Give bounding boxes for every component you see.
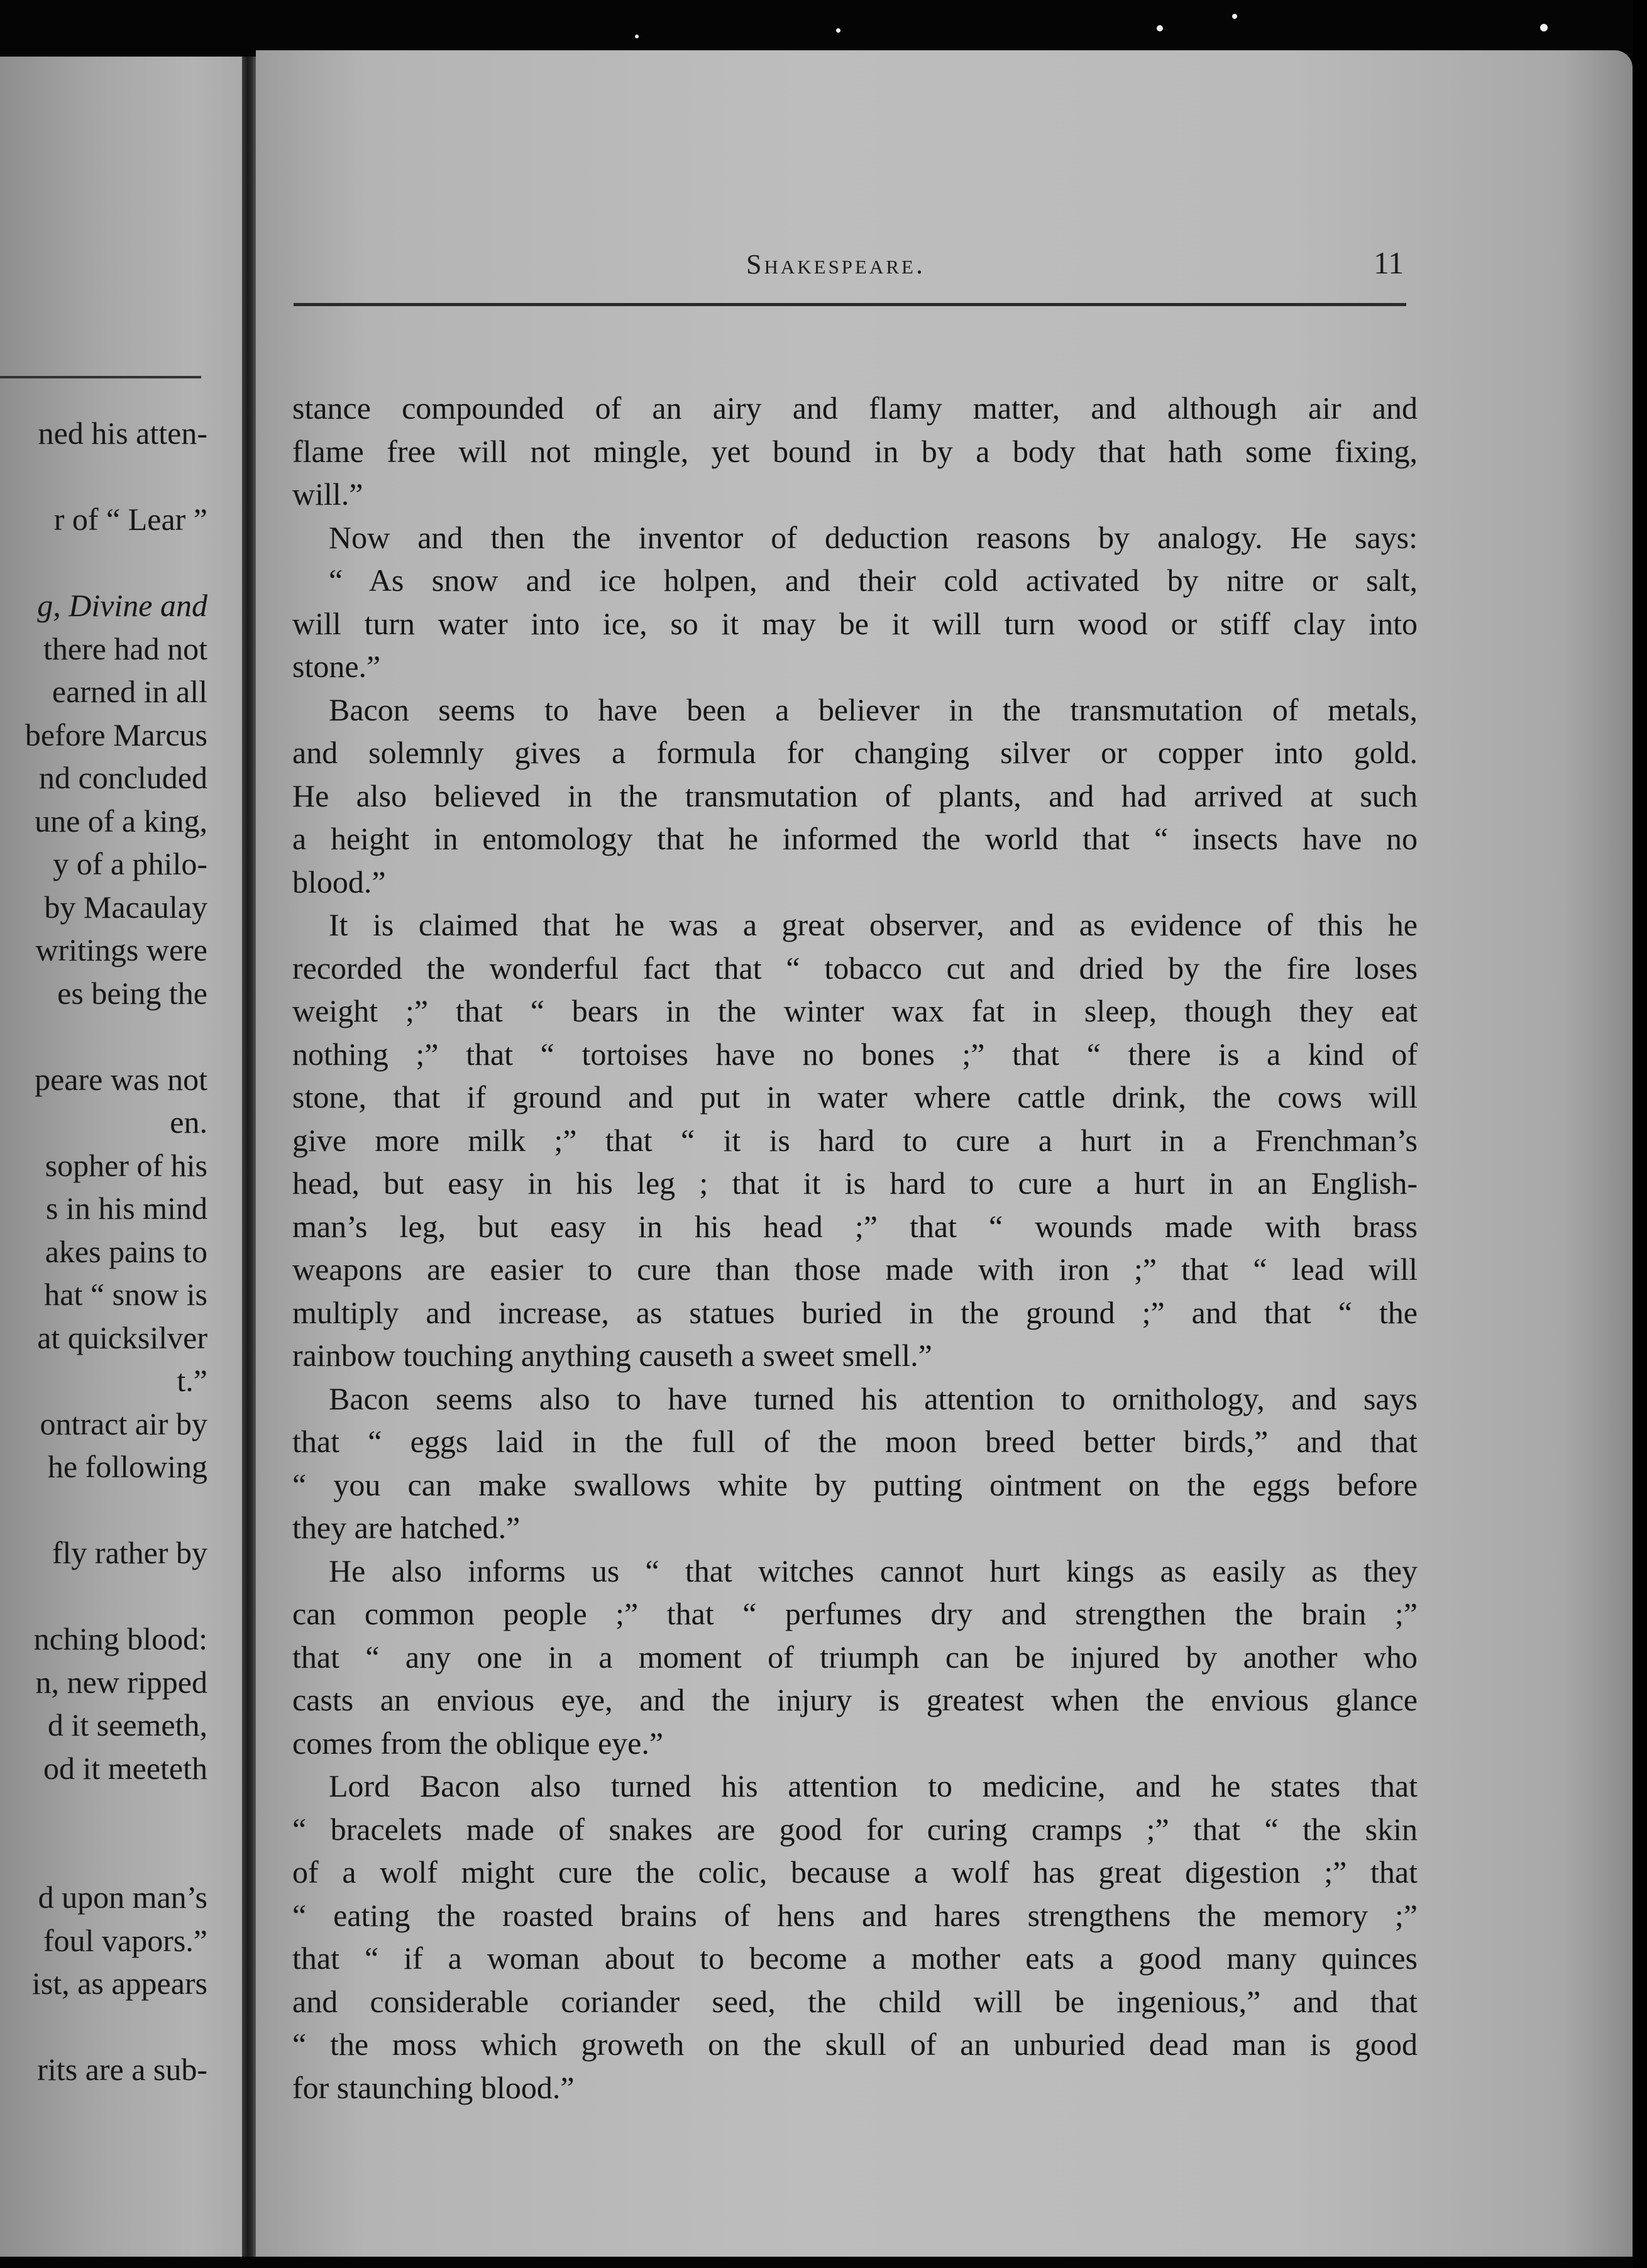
text-line: “ As snow and ice holpen, and their cold activated by nitre or salt,: [329, 563, 1418, 598]
text-line: and solemnly gives a formula for changing silver or copper into gold.: [292, 735, 1418, 770]
left-line: by Macaulay: [44, 889, 207, 925]
left-line: before Marcus: [25, 717, 207, 752]
text-line: stance compounded of an airy and flamy matter, and although air and: [292, 390, 1418, 426]
text-line: that “ if a woman about to become a mother eats a good many quinces: [292, 1940, 1418, 1976]
left-line: r of “ Lear ”: [53, 502, 207, 537]
left-line: [25, 455, 207, 498]
left-facing-page: [0, 57, 242, 2257]
text-line: they are hatched.”: [292, 1510, 521, 1545]
left-line: he following: [47, 1449, 207, 1484]
text-line: He also informs us “ that witches cannot hurt kings as easily as they: [329, 1553, 1418, 1588]
text-line: Bacon seems to have been a believer in the transmutation of metals,: [329, 691, 1418, 727]
dust-speck: [836, 28, 840, 33]
left-line: t.”: [177, 1363, 207, 1398]
left-page-text: [25, 412, 207, 2091]
left-line: y of a philo-: [53, 846, 207, 881]
left-line: en.: [170, 1104, 207, 1140]
left-line: sopher of his: [45, 1147, 207, 1183]
text-line: Bacon seems also to have turned his attention to ornithology, and says: [329, 1380, 1418, 1416]
left-line: writings were: [35, 932, 207, 967]
text-line: stone, that if ground and put in water where cattle drink, the cows will: [292, 1079, 1418, 1115]
left-line: n, new ripped: [35, 1664, 207, 1700]
text-line: give more milk ;” that “ it is hard to cure a hurt in a Frenchman’s: [292, 1122, 1418, 1158]
text-line: will turn water into ice, so it may be it will turn wood or stiff clay into: [292, 605, 1418, 641]
left-line: nching blood:: [33, 1621, 207, 1656]
dust-speck: [1157, 25, 1163, 31]
left-line: od it meeteth: [43, 1750, 207, 1786]
film-edge: [1633, 0, 1647, 2268]
text-line: can common people ;” that “ perfumes dry and strengthen the brain ;”: [292, 1596, 1418, 1631]
text-line: Now and then the inventor of deduction reasons by analogy. He says:: [329, 519, 1418, 555]
text-line: multiply and increase, as statues buried in the ground ;” and that “ the: [292, 1294, 1418, 1330]
left-line: ist, as appears: [31, 1966, 207, 2001]
text-line: nothing ;” that “ tortoises have no bones ;” that “ there is a kind of: [292, 1036, 1418, 1072]
left-line: es being the: [57, 975, 207, 1011]
text-line: comes from the oblique eye.”: [292, 1725, 664, 1761]
text-line: a height in entomology that he informed the world that “ insects have no: [292, 821, 1418, 856]
running-title: Shakespeare.: [746, 249, 925, 280]
left-line: hat “ snow is: [44, 1277, 207, 1312]
text-line: stone.”: [292, 649, 381, 684]
text-line: that “ eggs laid in the full of the moon breed better birds,” and that: [292, 1424, 1418, 1459]
left-line: akes pains to: [45, 1233, 207, 1269]
left-line: [25, 1489, 207, 1532]
text-line: weapons are easier to cure than those made with iron ;” that “ lead will: [292, 1252, 1418, 1287]
text-line: “ bracelets made of snakes are good for curing cramps ;” that “ the skin: [292, 1811, 1418, 1847]
left-line: there had not: [43, 630, 207, 666]
left-line: ontract air by: [40, 1406, 207, 1441]
left-header-rule: [0, 376, 201, 378]
dust-speck: [1232, 14, 1237, 19]
left-line: ned his atten-: [38, 416, 207, 451]
text-line: Lord Bacon also turned his attention to medicine, and he states that: [329, 1768, 1418, 1803]
left-line: at quicksilver: [37, 1319, 207, 1355]
text-line: head, but easy in his leg ; that it is hard to cure a hurt in an English-: [292, 1165, 1418, 1201]
text-line: will.”: [292, 476, 363, 512]
dust-speck: [1540, 24, 1548, 31]
left-line: [25, 1015, 207, 1058]
body-text: [292, 387, 1418, 2109]
text-line: “ the moss which groweth on the skull of an unburied dead man is good: [292, 2027, 1418, 2062]
left-line: g, Divine and: [37, 588, 207, 623]
text-line: weight ;” that “ bears in the winter wax fat in sleep, though they eat: [292, 993, 1418, 1028]
left-line: foul vapors.”: [43, 1922, 207, 1958]
dust-speck: [635, 35, 639, 38]
right-page: [256, 50, 1633, 2257]
left-line: [25, 541, 207, 585]
text-line: flame free will not mingle, yet bound in by a body that hath some fixing,: [292, 433, 1418, 469]
left-line: fly rather by: [52, 1535, 207, 1570]
text-line: recorded the wonderful fact that “ tobacco cut and dried by the fire loses: [292, 950, 1418, 986]
left-line: [25, 1575, 207, 1618]
text-line: for staunching blood.”: [292, 2069, 575, 2105]
page-number: 11: [1374, 245, 1404, 280]
text-line: that “ any one in a moment of triumph can be injured by another who: [292, 1639, 1418, 1675]
left-line: d upon man’s: [38, 1880, 207, 1915]
left-line: [25, 2005, 207, 2049]
left-line: une of a king,: [35, 803, 207, 839]
left-line: d it seemeth,: [47, 1707, 207, 1742]
text-line: man’s leg, but easy in his head ;” that “ wounds made with brass: [292, 1208, 1418, 1244]
text-line: “ eating the roasted brains of hens and hares strengthens the memory ;”: [292, 1897, 1418, 1933]
left-line: s in his mind: [46, 1191, 207, 1226]
left-line: rits are a sub-: [37, 2052, 207, 2087]
page-gutter: [242, 57, 256, 2257]
text-line: It is claimed that he was a great observer, and as evidence of this he: [329, 907, 1418, 942]
left-line: [25, 1790, 207, 1833]
left-line: earned in all: [52, 674, 207, 709]
header-rule: [294, 303, 1406, 306]
text-line: blood.”: [292, 864, 386, 900]
text-line: “ you can make swallows white by putting ointment on the eggs before: [292, 1467, 1418, 1502]
left-line: nd concluded: [39, 760, 207, 795]
text-line: and considerable coriander seed, the child will be ingenious,” and that: [292, 1983, 1418, 2019]
text-line: He also believed in the transmutation of plants, and had arrived at such: [292, 778, 1418, 813]
left-line: peare was not: [35, 1061, 207, 1097]
text-line: rainbow touching anything causeth a sweet smell.”: [292, 1338, 932, 1373]
text-line: casts an envious eye, and the injury is greatest when the envious glance: [292, 1682, 1418, 1717]
running-header: [256, 245, 1413, 299]
left-line: [25, 1833, 207, 1876]
text-line: of a wolf might cure the colic, because a wolf has great digestion ;” that: [292, 1854, 1418, 1890]
